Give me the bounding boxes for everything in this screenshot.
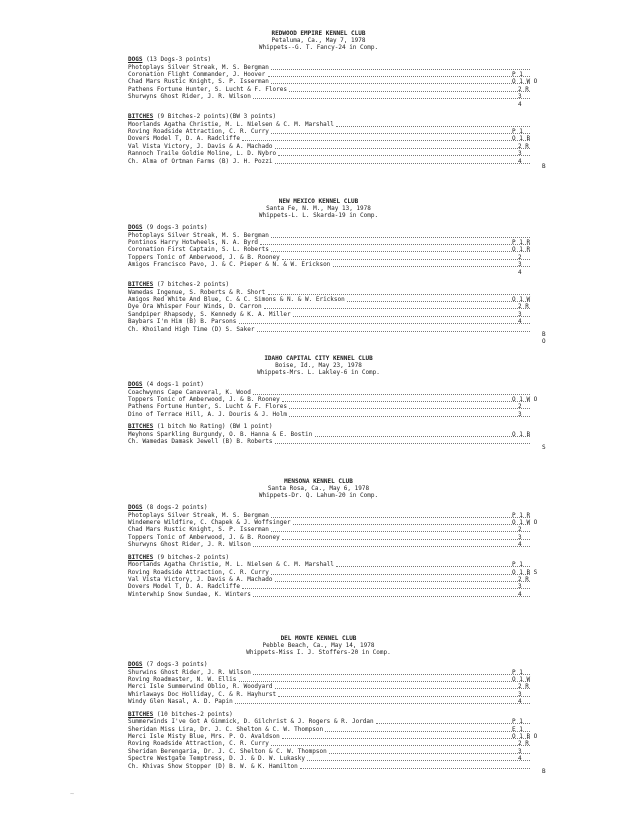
entry-name: Roving Roadside Attraction, C. R. Curry xyxy=(128,128,269,135)
entry-name: Amigos Francisco Pavo, J. & C. Pieper & N. & W. Erickson xyxy=(128,261,331,269)
dogs-heading xyxy=(128,224,207,231)
show-judge: Whippets-Dr. Q. Lahum-20 in Comp. xyxy=(258,492,379,500)
bitches-heading-text: BITCHES xyxy=(128,553,154,561)
leader-dots xyxy=(260,244,530,245)
leader-dots xyxy=(289,408,530,409)
placement: 4 xyxy=(518,268,522,276)
entry-name: Coachwynns Cape Canaveral, K. Wood xyxy=(128,388,251,396)
dogs-entry xyxy=(128,269,628,276)
show-location-date: Pebble Beach, Ca., May 14, 1978 xyxy=(262,642,375,650)
placement: 3 xyxy=(518,583,522,591)
entry-name: Roving Roadside Attraction, C. R. Curry xyxy=(128,740,269,748)
placement: 4 xyxy=(518,100,522,108)
leader-dots xyxy=(242,588,530,589)
placement: 2 R xyxy=(518,303,529,311)
dogs-heading-text: DOGS xyxy=(128,661,143,668)
bitches-entry xyxy=(128,763,628,770)
placement: 2 R xyxy=(518,740,529,748)
placement: O 1 B xyxy=(512,430,531,438)
leader-dots xyxy=(376,723,530,724)
leader-dots xyxy=(278,155,530,156)
bitches-heading xyxy=(128,711,233,718)
show-judge: Whippets-Miss I. J. Stoffers-20 in Comp. xyxy=(246,649,391,657)
placement: O 1 W xyxy=(512,296,531,303)
placement: 3 xyxy=(518,150,522,158)
entry-name: Windy Glen Nasal, A. D. Papin xyxy=(128,698,233,706)
dogs-entry xyxy=(128,534,628,541)
dogs-heading xyxy=(128,56,211,63)
entry-name: Sheridan Miss Lira, Dr. J. C. Shelton & C. W. Thompson xyxy=(128,725,324,733)
entry-name: Merci Isle Summerwind Oblio, R. Woodyard xyxy=(128,683,273,691)
bitches-heading-text: BITCHES xyxy=(128,113,154,120)
bitches-note: (7 bitches-2 points) xyxy=(153,281,230,288)
placement: O 1 R xyxy=(512,246,531,254)
placement: O 1 W O xyxy=(512,78,538,86)
club-name: DEL MONTE KENNEL CLUB xyxy=(280,635,357,642)
placement: 3 xyxy=(518,533,522,541)
dogs-entry xyxy=(128,254,628,261)
dogs-heading xyxy=(128,381,204,388)
placement: P 1 R xyxy=(512,511,531,519)
placement: O 1 B xyxy=(512,135,531,143)
entry-name: Dye Ora Whisper Four Winds, D. Carron xyxy=(128,303,262,311)
dogs-heading-text: DOGS xyxy=(128,56,143,63)
bitches-entry xyxy=(128,289,628,296)
leader-dots xyxy=(300,768,530,769)
leader-dots xyxy=(275,163,530,164)
bitches-heading-text: BITCHES xyxy=(128,710,154,718)
dogs-entry xyxy=(128,669,628,676)
placement: 3 xyxy=(518,410,522,418)
dogs-entry xyxy=(128,396,628,403)
entry-name: Sheridan Berengaria, Dr. J. C. Shelton & C. W. Thompson xyxy=(128,747,327,755)
dogs-entry xyxy=(128,519,628,526)
bitches-entry xyxy=(128,150,628,157)
bitches-entry xyxy=(128,740,628,747)
placement: O 1 W O xyxy=(512,519,538,526)
placement: 3 xyxy=(518,310,522,318)
leader-dots xyxy=(307,760,530,761)
leader-dots xyxy=(275,443,530,444)
placement: P 1 R xyxy=(512,239,531,246)
entry-name: Sandpiper Rhapsody, S. Kennedy & K. A. Miller xyxy=(128,310,291,318)
bitches-note: (9 Bitches-2 points)(BW 3 points) xyxy=(153,113,277,120)
tail-mark: S xyxy=(542,443,546,451)
leader-dots xyxy=(253,596,530,597)
leader-dots xyxy=(271,574,530,575)
leader-dots xyxy=(253,98,530,99)
entry-name: Wamedas Ingenue, S. Roberts & R. Short xyxy=(128,288,266,296)
bitches-entry xyxy=(128,143,628,150)
club-name: IDAHO CAPITAL CITY KENNEL CLUB xyxy=(264,355,373,362)
dogs-heading-text: DOGS xyxy=(128,504,143,511)
bitches-entry xyxy=(128,576,628,583)
placement: 2 R xyxy=(518,85,529,93)
dogs-entry xyxy=(128,403,628,410)
show-header xyxy=(0,30,637,52)
bitches-entry xyxy=(128,583,628,590)
dogs-entry xyxy=(128,541,628,548)
leader-dots xyxy=(235,703,530,704)
entry-name: Winterwhip Snow Sundae, K. Winters xyxy=(128,590,251,598)
leader-dots xyxy=(264,308,530,309)
bitches-entry xyxy=(128,726,628,733)
placement: 2 R xyxy=(518,576,529,583)
entry-name: Coronation First Captain, S. L. Roberts xyxy=(128,246,269,254)
show-header xyxy=(0,355,637,377)
show-location-date: Santa Fe, N. M., May 13, 1978 xyxy=(266,205,371,213)
leader-dots xyxy=(347,301,530,302)
bitches-entry xyxy=(128,748,628,755)
leader-dots xyxy=(271,69,530,70)
dogs-note: (9 dogs-3 points) xyxy=(142,224,208,231)
entry-name: Meyhons Sparkling Burgundy, O. B. Hanna & E. Bostin xyxy=(128,430,313,438)
placement: O 1 W O xyxy=(512,396,538,403)
dogs-heading xyxy=(128,504,207,511)
dogs-entry xyxy=(128,93,628,100)
placement: P 1 xyxy=(512,561,523,569)
dogs-entry xyxy=(128,512,628,519)
dogs-heading-text: DOGS xyxy=(128,224,143,231)
leader-dots xyxy=(282,539,530,540)
placement: 4 xyxy=(518,755,522,763)
bitches-heading-text: BITCHES xyxy=(128,281,154,288)
entry-name: Ch. Wamedas Damask Jewell (B) B. Roberts xyxy=(128,438,273,446)
entry-name: Shurwyns Ghost Rider, J. R. Wilson xyxy=(128,541,251,549)
entry-name: Photoplays Silver Streak, M. S. Bergman xyxy=(128,511,269,519)
bitches-entry xyxy=(128,733,628,740)
leader-dots xyxy=(282,259,530,260)
dogs-entry xyxy=(128,389,628,396)
entry-name: Dovers Model T, D. A. Radcliffe xyxy=(128,135,240,143)
dogs-heading xyxy=(128,661,207,668)
club-name: MENSONA KENNEL CLUB xyxy=(284,478,353,485)
leader-dots xyxy=(271,517,530,518)
leader-dots xyxy=(289,416,530,417)
entry-name: Pathens Fortune Hunter, S. Lucht & F. Flores xyxy=(128,403,287,411)
dogs-entry xyxy=(128,86,628,93)
placement: 2 R xyxy=(518,142,529,150)
bitches-heading-text: BITCHES xyxy=(128,423,154,431)
leader-dots xyxy=(289,91,530,92)
bitches-entry xyxy=(128,431,628,438)
entry-name: Shurwyns Ghost Rider, J. R. Wilson xyxy=(128,93,251,101)
leader-dots xyxy=(257,331,530,332)
entry-name: Rannoch Traile Goldie Moline, L. D. Nybro xyxy=(128,150,277,158)
leader-dots xyxy=(271,237,530,238)
bitches-entry xyxy=(128,318,628,325)
placement: 3 xyxy=(518,261,522,269)
entry-name: Toppers Tonic of Amberwood, J. & B. Rooney xyxy=(128,533,280,541)
dogs-note: (4 dogs-1 point) xyxy=(142,381,204,388)
entry-name: Dino of Terrace Hill, A. J. Douris & J. Holm xyxy=(128,410,287,418)
entry-name: Roving Roadside Attraction, C. R. Curry xyxy=(128,568,269,576)
dogs-entry xyxy=(128,246,628,253)
bitches-note: (1 bitch No Rating) (BW 1 point) xyxy=(153,423,273,431)
leader-dots xyxy=(282,401,530,402)
bitches-entry xyxy=(128,303,628,310)
placement: 2 xyxy=(518,403,522,411)
entry-name: Shurwins Ghost Rider, J. R. Wilson xyxy=(128,668,251,676)
placement: O 1 B S xyxy=(512,568,538,576)
bitches-note: (10 bitches-2 points) xyxy=(153,710,233,718)
entry-name: Toppers Tonic of Amberwood, J. & B. Rooney xyxy=(128,396,280,403)
entry-name: Dovers Model T, D. A. Radcliffe xyxy=(128,583,240,591)
leader-dots xyxy=(275,581,530,582)
leader-dots xyxy=(336,126,530,127)
placement: 2 R xyxy=(518,683,529,691)
entry-name: Pathens Fortune Hunter, S. Lucht & F. Flores xyxy=(128,85,287,93)
bitches-entry xyxy=(128,158,628,165)
bitches-heading xyxy=(128,113,276,120)
dogs-note: (7 dogs-3 points) xyxy=(142,661,208,668)
entry-name: Val Vista Victory, J. Davis & A. Machado xyxy=(128,576,273,583)
entry-name: Merci Isle Misty Blue, Mrs. P. O. Avaldson xyxy=(128,733,280,740)
bitches-entry xyxy=(128,718,628,725)
placement: 3 xyxy=(518,747,522,755)
entry-name: Toppers Tonic of Amberwood, J. & B. Rooney xyxy=(128,253,280,261)
placement: 2 xyxy=(518,253,522,261)
leader-dots xyxy=(271,745,530,746)
leader-dots xyxy=(268,76,530,77)
placement: 4 xyxy=(518,157,522,165)
entry-name: Moorlands Agatha Christie, M. L. Nielsen & C. M. Marshall xyxy=(128,561,334,569)
leader-dots xyxy=(275,148,530,149)
entry-name: Ch. Alma of Ortman Farms (B) J. H. Pozzi xyxy=(128,157,273,165)
bitches-entry xyxy=(128,438,628,445)
leader-dots xyxy=(275,688,530,689)
show-header xyxy=(0,198,637,220)
tail-mark: B xyxy=(542,163,546,170)
entry-name: Val Vista Victory, J. Davis & A. Machado xyxy=(128,142,273,150)
show-location-date: Petaluma, Ca., May 7, 1978 xyxy=(271,37,366,45)
dogs-entry xyxy=(128,411,628,418)
leader-dots xyxy=(271,251,530,252)
leader-dots xyxy=(336,566,530,567)
bitches-entry xyxy=(128,121,628,128)
tail-mark: B xyxy=(542,768,546,775)
bitches-heading xyxy=(128,281,229,288)
entry-name: Amigos Red White And Blue, C. & C. Simons & N. & W. Erickson xyxy=(128,296,345,303)
placement: E 1 xyxy=(512,725,523,733)
entry-name: Ch. Khivas Show Stopper (D) B. W. & K. Hamilton xyxy=(128,762,298,770)
bitches-entry xyxy=(128,755,628,762)
leader-dots xyxy=(253,394,530,395)
leader-dots xyxy=(242,140,530,141)
entry-name: Baybars I'm Him (B) B. Parsons xyxy=(128,318,237,326)
leader-dots xyxy=(293,524,530,525)
entry-name: Spectre Westgate Temptress, D. J. & D. W. Lukasky xyxy=(128,755,306,763)
show-header xyxy=(0,635,637,657)
club-name: NEW MEXICO KENNEL CLUB xyxy=(278,198,359,205)
leader-dots xyxy=(253,546,530,547)
paper-mark: ~ xyxy=(70,790,75,798)
bitches-entry xyxy=(128,128,628,135)
leader-dots xyxy=(271,531,530,532)
bitches-entry xyxy=(128,591,628,598)
placement: 4 xyxy=(518,698,522,706)
placement: 4 xyxy=(518,318,522,326)
dogs-entry xyxy=(128,683,628,690)
dogs-entry xyxy=(128,676,628,683)
entry-name: Chad Mars Rustic Knight, S. P. Isserman xyxy=(128,78,269,86)
bitches-entry xyxy=(128,569,628,576)
leader-dots xyxy=(253,674,530,675)
dogs-entry xyxy=(128,64,628,71)
show-location-date: Santa Rosa, Ca., May 6, 1978 xyxy=(267,485,370,493)
entry-name: Moorlands Agatha Christie, M. L. Nielsen & C. M. Marshall xyxy=(128,120,334,128)
entry-name: Chad Mars Rustic Knight, S. P. Isserman xyxy=(128,526,269,534)
dogs-entry xyxy=(128,239,628,246)
entry-name: Coronation Flight Commander, J. Hoover xyxy=(128,71,266,78)
dogs-entry xyxy=(128,691,628,698)
placement: 4 xyxy=(518,590,522,598)
bitches-entry xyxy=(128,561,628,568)
show-judge: Whippets-Mrs. L. Lakley-6 in Comp. xyxy=(257,369,380,377)
dogs-heading-text: DOGS xyxy=(128,381,143,388)
placement: P 1 xyxy=(512,128,523,135)
bitches-heading xyxy=(128,423,273,430)
leader-dots xyxy=(268,294,530,295)
entry-name: Ch. Khoiland High Time (D) S. Saker xyxy=(128,325,255,333)
leader-dots xyxy=(315,436,530,437)
dogs-entry xyxy=(128,78,628,85)
placement: 3 xyxy=(518,690,522,698)
entry-name: Photoplays Silver Streak, M. S. Bergman xyxy=(128,63,269,71)
leader-dots xyxy=(271,133,530,134)
entry-name: Whirlaways Doc Holliday, C. & R. Hayhurst xyxy=(128,690,277,698)
leader-dots xyxy=(333,266,530,267)
placement: P 1 xyxy=(512,718,523,726)
dogs-entry xyxy=(128,71,628,78)
placement: 2 xyxy=(518,526,522,534)
dogs-entry xyxy=(128,232,628,239)
placement: P 1 xyxy=(512,668,523,676)
dogs-entry xyxy=(128,526,628,533)
dogs-note: (8 dogs-2 points) xyxy=(142,504,208,511)
bitches-entry xyxy=(128,326,628,333)
show-location-date: Boise, Id., May 23, 1978 xyxy=(275,362,362,370)
leader-dots xyxy=(239,323,530,324)
show-judge: Whippets--G. T. Fancy-24 in Comp. xyxy=(258,44,379,52)
dogs-entry xyxy=(128,261,628,268)
show-judge: Whippets-L. L. Skarda-19 in Comp. xyxy=(258,212,379,220)
placement: 4 xyxy=(518,541,522,549)
leader-dots xyxy=(271,83,530,84)
bitches-entry xyxy=(128,296,628,303)
dogs-entry xyxy=(128,101,628,108)
leader-dots xyxy=(325,731,530,732)
placement: 3 xyxy=(518,93,522,101)
entry-name: Photoplays Silver Streak, M. S. Bergman xyxy=(128,231,269,239)
leader-dots xyxy=(329,753,530,754)
entry-name: Pontinos Harry Hotwheels, N. A. Byrd xyxy=(128,239,259,246)
bitches-note: (9 bitches-2 points) xyxy=(153,553,230,561)
club-name: REDWOOD EMPIRE KENNEL CLUB xyxy=(271,30,366,37)
tail-mark: B O xyxy=(542,331,546,345)
bitches-heading xyxy=(128,554,229,561)
placement: O 1 W xyxy=(512,676,531,683)
bitches-entry xyxy=(128,311,628,318)
bitches-entry xyxy=(128,135,628,142)
show-header xyxy=(0,478,637,500)
leader-dots xyxy=(239,681,530,682)
leader-dots xyxy=(293,316,530,317)
placement: O 1 B O xyxy=(512,733,538,740)
entry-name: Summerwinds I've Got A Gimmick, D. Gilchrist & J. Rogers & R. Jordan xyxy=(128,718,374,726)
entry-name: Windemere Wildfire, C. Chapek & J. Woffsinger xyxy=(128,519,291,526)
leader-dots xyxy=(282,738,530,739)
dogs-entry xyxy=(128,698,628,705)
placement: P 1 xyxy=(512,71,523,78)
leader-dots xyxy=(278,696,530,697)
dogs-note: (13 Dogs-3 points) xyxy=(142,56,212,63)
entry-name: Roving Roadmaster, N. W. Ellis xyxy=(128,676,237,683)
